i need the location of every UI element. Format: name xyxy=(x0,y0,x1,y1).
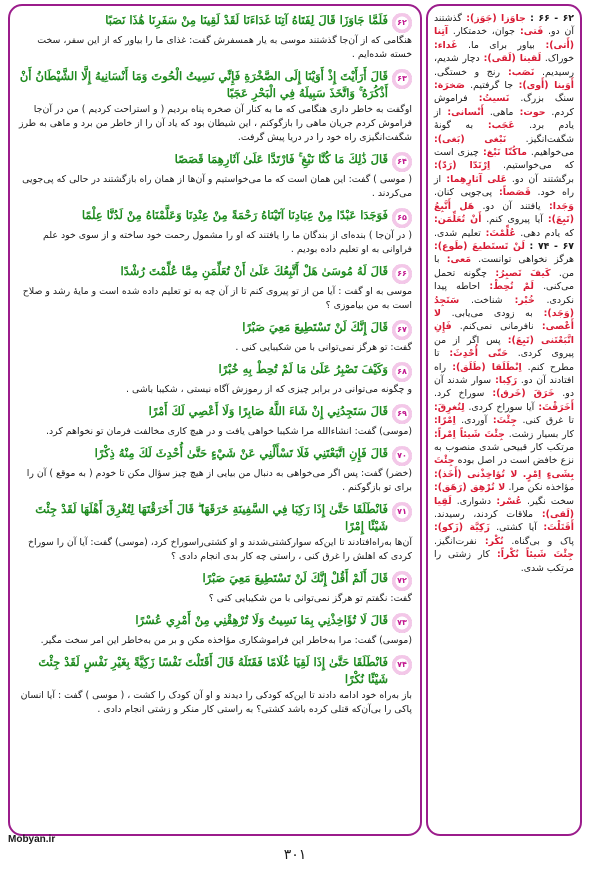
glossary-term: قَصَصاً: xyxy=(492,187,531,199)
verse-number-badge: ۷۱ xyxy=(392,502,412,522)
glossary-meaning: تعلیم شدی. xyxy=(434,227,481,239)
verse-arabic-text: وَكَيْفَ تَصْبِرُ عَلَىٰ مَا لَمْ تُحِطْ بِهِ خُبْرًا xyxy=(218,362,388,376)
verse-block xyxy=(18,207,412,257)
glossary-meaning: آیا پیروی کنم. xyxy=(481,214,543,226)
page-frame xyxy=(8,4,582,836)
glossary-meaning: شناخت. xyxy=(459,294,503,306)
glossary-term: لَقینا (لَقی): xyxy=(479,53,542,65)
glossary-term: فَإِنِ اتَّبَعْتَنی (تَبِعَ): xyxy=(434,321,574,346)
glossary-meaning: آیا سوراخ کردی. xyxy=(464,401,535,413)
glossary-term: حوت: xyxy=(513,106,546,118)
glossary-meaning: سنگ بزرگ. xyxy=(509,93,575,105)
verse-arabic-text: قَالَ لَهُ مُوسَىٰ هَلْ أَتَّبِعُكَ عَلَىٰ أَنْ تُعَلِّمَنِ مِمَّا عُلِّمْتَ رُشْدًا xyxy=(120,264,388,278)
glossary-term: حَتّی أُحْدِثَ: xyxy=(439,348,509,360)
verse-line xyxy=(18,403,412,424)
glossary-term: کَیفَ تَصبِرُ: xyxy=(486,267,551,279)
glossary-meaning: کار بسیار زشت. xyxy=(504,428,574,440)
glossary-term: أَقَتَلْتَ: xyxy=(536,522,575,534)
glossary-term: جِئْتَ: xyxy=(487,415,518,427)
glossary-meaning: برگشتند آن دو. xyxy=(506,173,574,185)
glossary-term: وَجَدا: xyxy=(540,200,574,212)
verse-arabic-text: قَالَ ذَٰلِكَ مَا كُنَّا نَبْغِ ۚ فَارْتَدَّا عَلَىٰ آثَارِهِمَا قَصَصًا xyxy=(174,152,388,166)
verse-translation: آن‌ها به‌راه‌افتادند تا این‌که سوارکشتی‌شدند و او کشتی‌راسوراخ کرد، (موسی) گفت: آیا آن را سوراخ کردی که اهلش را غرق کنی ، راستی چه کار بدی انجام دادی ؟ xyxy=(27,537,412,562)
glossary-meaning: که یادم دهی. xyxy=(515,227,574,239)
glossary-meaning: مؤاخذه نکن مرا. xyxy=(505,482,574,494)
glossary-term: عُلِّمْتَ: xyxy=(480,227,516,239)
glossary-panel xyxy=(426,4,582,836)
glossary-term: مَعی: xyxy=(439,254,472,266)
verse-number-badge: ۶۶ xyxy=(392,264,412,284)
glossary-term: اِمْرًا: xyxy=(434,415,456,427)
glossary-term: أَنْسانی: xyxy=(441,106,484,118)
glossary-term: خُبْر: xyxy=(502,294,535,306)
verse-translation: ( در آن‌جا ) بنده‌ای از بندگان ما را یافتند که او را مشمول رحمت خود ساخته و از سوی خود علم فراوانی به او تعلیم داده بودیم . xyxy=(43,230,412,255)
glossary-meaning: ملاقات کردند، رسیدند. xyxy=(434,509,534,521)
glossary-meaning: نافرمانی نمی‌کنم. xyxy=(451,321,534,333)
glossary-term: أَخَرَقْتَ: xyxy=(534,401,574,413)
verse-number-badge: ۶۵ xyxy=(392,208,412,228)
verse-arabic-text: فَانْطَلَقَا حَتَّىٰ إِذَا لَقِيَا غُلَامًا فَقَتَلَهُ قَالَ أَقَتَلْتَ نَفْسًا زَكِيَّةً بِغَيْرِ نَفْسٍ لَقَدْ جِئْتَ شَيْئًا نُكْرًا xyxy=(38,655,388,686)
glossary-meaning: یافتند آن دو. xyxy=(474,200,541,212)
glossary-meaning: جوان، خدمتکار. xyxy=(448,26,515,38)
verse-line xyxy=(18,68,412,102)
glossary-meaning: هرگز نخواهی توانست. xyxy=(471,254,574,266)
verse-line xyxy=(18,612,412,633)
verse-block xyxy=(18,501,412,564)
verse-block xyxy=(18,68,412,145)
verse-number-badge: ۷۴ xyxy=(392,655,412,675)
verse-translation: باز به‌راه خود ادامه دادند تا این‌که کودکی را دیدند و او آن کودک را کشت ، ( موسی ) گفت : آیا انسان پاکی را بی‌آن‌که قتلی کرده باشد کشتی؟ به راستی کار منکر و زشتی انجام دادی . xyxy=(20,690,412,715)
glossary-term: لَمْ تُحِطْ: xyxy=(479,281,534,293)
glossary-meaning: دشواری. xyxy=(451,495,492,507)
glossary-term: جِئْتَ شَیئاً اِمْراً: xyxy=(434,428,505,440)
verse-arabic-text: قَالَ سَتَجِدُنِي إِنْ شَاءَ اللَّهُ صَابِرًا وَلَا أَعْصِي لَكَ أَمْرًا xyxy=(148,404,388,418)
verse-block xyxy=(18,570,412,606)
verse-line xyxy=(18,570,412,591)
verse-number-badge: ۶۹ xyxy=(392,404,412,424)
verse-translation: (موسی) گفت: انشاءالله مرا شکیبا خواهی یافت و در هیچ کاری مخالفت فرمان تو نخواهم کرد. xyxy=(46,426,412,437)
glossary-meaning: تا غرق کنی. xyxy=(517,415,574,427)
glossary-term: نُکْر: xyxy=(476,535,504,547)
glossary-term: سَتَجِدُ (وَجَد): xyxy=(434,294,574,319)
glossary-term: عَلی آثارِهِما: xyxy=(441,173,507,185)
verse-block xyxy=(18,263,412,313)
glossary-term: اِنْطَلَقا (طَلَق): xyxy=(446,361,522,373)
verse-translation: (موسی) گفت: مرا به‌خاطر این فراموشکاری مؤاخذه مکن و بر من به‌خاطر این امر سخت مگیر. xyxy=(40,635,412,646)
glossary-meaning: رنج و خستگی. xyxy=(434,66,500,78)
glossary-term: صَخرَة: xyxy=(434,80,465,92)
verse-block xyxy=(18,319,412,355)
glossary-term: لا أَعْصی: xyxy=(434,307,574,333)
glossary-meaning: جا گرفتیم. xyxy=(464,80,514,92)
glossary-term: عَجَب: xyxy=(473,120,515,132)
glossary-term: نَصَب: xyxy=(500,66,535,78)
verse-line xyxy=(18,361,412,382)
verse-block xyxy=(18,612,412,648)
verse-block xyxy=(18,403,412,439)
glossary-meaning: پس اگر از من پیروی کردی. xyxy=(434,334,574,360)
glossary-meaning: پی‌جویی کنان. xyxy=(434,187,493,199)
glossary-meaning: می‌خواهیم. xyxy=(526,147,574,159)
glossary-meaning: احاطه پیدا نکردی. xyxy=(434,281,574,306)
glossary-term: غَداء: xyxy=(434,39,458,51)
glossary-meaning: به زودی می‌یابی. xyxy=(440,307,533,319)
verse-translation: اوگفت به خاطر داری هنگامی که ما به کنار آن صخره پناه بردیم ( و استراحت کردیم ) من در آن‌جا فراموش کردم جریان ماهی را بازگوکنم ، این شیطان بود که یاد آن را از خاطر من برد و ماهی به طرز شگفت‌انگیزی راه خود را در دریا پیش گرفت. xyxy=(18,104,412,143)
verse-number-badge: ۶۴ xyxy=(392,152,412,172)
verse-line xyxy=(18,654,412,688)
glossary-meaning: به گونهٔ شگفت‌انگیز. xyxy=(434,120,574,145)
glossary-term: لا تُرْهِق (رَهَق): xyxy=(434,482,506,494)
glossary-meaning: کار زشتی را مرتکب شدی. xyxy=(434,549,574,574)
verse-number-badge: ۶۲ xyxy=(392,13,412,33)
verse-line xyxy=(18,263,412,284)
site-watermark: Mobyan.ir xyxy=(8,834,56,845)
verse-number-badge: ۶۸ xyxy=(392,362,412,382)
verse-arabic-text: فَلَمَّا جَاوَزَا قَالَ لِفَتَاهُ آتِنَا غَدَاءَنَا لَقَدْ لَقِينَا مِنْ سَفَرِنَا هَٰذَا نَصَبًا xyxy=(105,13,388,27)
glossary-term: جِئْتَ شَیئاً نُکْراً: xyxy=(489,549,574,561)
page-number: ۳۰۱ xyxy=(283,847,307,863)
verse-translation: گفت: تو هرگز نمی‌توانی با من شکیبایی کنی . xyxy=(235,342,412,353)
verse-block xyxy=(18,12,412,62)
glossary-term: لَنْ تَستَطیعَ (طَوع): xyxy=(434,240,530,252)
glossary-meaning: با من. xyxy=(434,254,574,279)
glossary-term: ماکُنّا نَبْغ: xyxy=(478,147,527,159)
verse-block xyxy=(18,151,412,201)
glossary-meaning: سوار شدند آن دو. xyxy=(434,374,574,400)
glossary-range: ۶۲ - ۶۶ : xyxy=(530,13,575,24)
verse-translation: و چگونه می‌توانی در برابر چیزی که از رموزش آگاه نیستی ، شکیبا باشی . xyxy=(126,384,412,395)
verse-line xyxy=(18,151,412,172)
glossary-term: أَوَینا (أَوی): xyxy=(513,80,574,92)
verse-arabic-text: قَالَ أَلَمْ أَقُلْ إِنَّكَ لَنْ تَسْتَطِيعَ مَعِيَ صَبْرًا xyxy=(202,571,388,585)
verse-line xyxy=(18,12,412,33)
glossary-meaning: چگونه تحمل می‌کنی. xyxy=(434,267,574,293)
glossary-term: فَتی: xyxy=(514,26,544,38)
glossary-meaning: پاک و بی‌گناه. xyxy=(503,535,574,547)
glossary-meaning: فراموش کردم. xyxy=(434,93,574,118)
verse-translation: (خضر) گفت: پس اگر می‌خواهی به دنبال من بیایی از هیچ چیز سؤال مکن تا خودم ( به موقع ) آن را برای تو بازگوکنم . xyxy=(26,468,412,493)
verse-translation: هنگامی که از آن‌جا گذشتند موسی به یار همسفرش گفت: غذای ما را بیاور که از این سفر، سخت خسته شده‌ایم . xyxy=(37,35,412,60)
glossary-meaning: آوردی. xyxy=(455,415,488,427)
verses-panel xyxy=(8,4,422,836)
verse-block xyxy=(18,654,412,717)
verse-block xyxy=(18,361,412,397)
verse-translation: ( موسی ) گفت: این همان است که ما می‌خواستیم و آن‌ها از همان راه بازگشتند در حالی که پی‌جویی می‌کردند . xyxy=(22,174,412,199)
glossary-term: هَل أَتَّبِعُ (تَبِعَ): xyxy=(434,200,574,226)
verse-number-badge: ۷۲ xyxy=(392,571,412,591)
glossary-meaning: سخت نگیر. xyxy=(521,495,575,507)
glossary-meaning: بیاور برای ما. xyxy=(457,39,535,51)
glossary-term: اِرْتَدّا (رَدّ): xyxy=(434,160,491,172)
verse-line xyxy=(18,445,412,466)
glossary-meaning: چیزی است که می‌خواستیم. xyxy=(434,147,574,172)
verse-line xyxy=(18,207,412,228)
glossary-range: ۶۷ - ۷۴ : xyxy=(529,240,575,252)
verse-number-badge: ۶۷ xyxy=(392,320,412,340)
glossary-text xyxy=(434,12,574,575)
glossary-term: نَسیتُ: xyxy=(467,93,510,105)
glossary-meaning: گذشتند آن دو. xyxy=(434,13,574,38)
glossary-meaning: مرتکب کار قبیحی شدی منصوب به نزع خافض است در اصل بوده xyxy=(434,442,574,467)
glossary-meaning: نفرت‌انگیز. xyxy=(434,535,477,547)
glossary-term: لا تُؤاخِذْنی (أَخَذ): xyxy=(434,468,518,480)
verse-translation: گفت: نگفتم تو هرگز نمی‌توانی با من شکیبایی کنی ؟ xyxy=(208,593,412,604)
glossary-meaning: ماهی. xyxy=(483,106,514,118)
verse-number-badge: ۷۳ xyxy=(392,613,412,633)
verse-arabic-text: فَانْطَلَقَا حَتَّىٰ إِذَا رَكِبَا فِي السَّفِينَةِ خَرَقَهَا ۖ قَالَ أَخَرَقْتَهَا لِتُغْرِقَ أَهْلَهَا لَقَدْ جِئْتَ شَيْئًا إِمْرًا xyxy=(35,502,388,533)
glossary-meaning: از راه خود. xyxy=(434,173,574,199)
glossary-term: جاوَزا (جَوَز): xyxy=(461,13,531,24)
glossary-term: عُسْر: xyxy=(491,495,522,507)
glossary-meaning: از یادم برد. xyxy=(434,106,575,132)
glossary-meaning: خوراک. xyxy=(541,53,575,65)
glossary-term: لِتُغرِقَ: xyxy=(434,401,465,413)
verse-arabic-text: قَالَ أَرَأَيْتَ إِذْ أَوَيْنَا إِلَى الصَّخْرَةِ فَإِنِّي نَسِيتُ الْحُوتَ وَمَا أَنْسَانِيهُ إِلَّا الشَّيْطَانُ أَنْ أَذْكُرَهُ ۚ وَاتَّخَذَ سَبِيلَهُ فِي الْبَحْرِ عَجَبًا xyxy=(19,69,388,100)
glossary-meaning: تا مطرح کنم. xyxy=(434,348,574,373)
glossary-term: زَکِیَّة (زَکو): xyxy=(434,522,490,534)
verse-translation: موسی به او گفت : آیا من از تو پیروی کنم تا از آن چه به تو تعلیم داده شده است و مایهٔ رشد و صلاح است به من بیاموزی ؟ xyxy=(22,286,412,311)
verse-arabic-text: قَالَ لَا تُؤَاخِذْنِي بِمَا نَسِيتُ وَلَا تُرْهِقْنِي مِنْ أَمْرِي عُسْرًا xyxy=(135,613,388,627)
verse-arabic-text: قَالَ إِنَّكَ لَنْ تَسْتَطِيعَ مَعِيَ صَبْرًا xyxy=(242,320,388,334)
glossary-term: رَکِبا: xyxy=(491,374,518,386)
verse-line xyxy=(18,501,412,535)
glossary-meaning: راه افتادند آن دو. xyxy=(434,361,574,386)
glossary-meaning: دچار شدیم، رسیدیم. xyxy=(434,53,574,78)
verse-number-badge: ۷۰ xyxy=(392,446,412,466)
glossary-term: لَقِیا (لَقی): xyxy=(434,495,575,521)
verse-number-badge: ۶۳ xyxy=(392,69,412,89)
verse-arabic-text: قَالَ فَإِنِ اتَّبَعْتَنِي فَلَا تَسْأَلْنِي عَنْ شَيْءٍ حَتَّىٰ أُحْدِثَ لَكَ مِنْهُ ذِكْرًا xyxy=(94,446,388,460)
glossary-term: جِئْتَ بِشَیءٍ اِمْرٍ. xyxy=(434,455,574,480)
verse-arabic-text: فَوَجَدَا عَبْدًا مِنْ عِبَادِنَا آتَيْنَاهُ رَحْمَةً مِنْ عِنْدِنَا وَعَلَّمْنَاهُ مِنْ لَدُنَّا عِلْمًا xyxy=(81,208,388,222)
glossary-term: خَرَقَ (خَرق): xyxy=(484,388,555,400)
glossary-term: أَنْ تُعَلِّمَن: xyxy=(434,214,482,226)
glossary-term: نَبْغی (بَغی): xyxy=(434,133,507,145)
glossary-meaning: آیا کشتی. xyxy=(489,522,537,534)
verse-line xyxy=(18,319,412,340)
glossary-term: آتِنا (أَتی): xyxy=(434,26,575,51)
verse-block xyxy=(18,445,412,495)
glossary-meaning: سوراخ کرد. xyxy=(434,388,485,400)
